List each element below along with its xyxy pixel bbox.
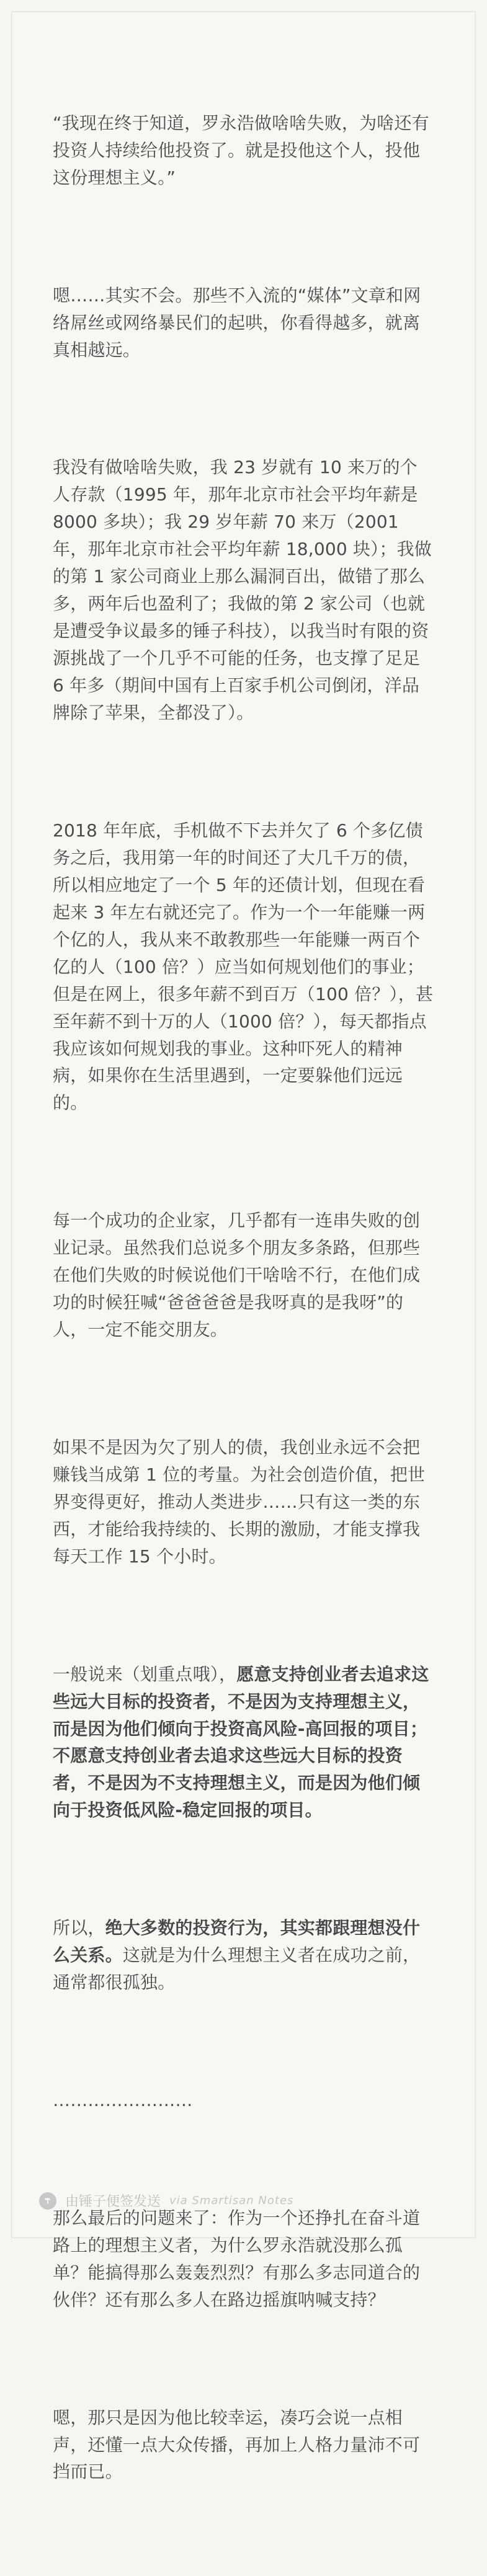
- paragraph-failure: 每一个成功的企业家，几乎都有一连串失败的创业记录。虽然我们总说多个朋友多条路，但那些在他们失败的时候说他们干啥啥不行，在他们成功的时候狂喊“爸爸爸爸是我呀真的是我呀”的人，一定不能交朋友。: [53, 1210, 421, 1340]
- footer-via: via Smartisan Notes: [169, 2194, 294, 2207]
- conclusion-tail: 这就是为什么理想主义者在成功之前，通常都很孤独。: [53, 1945, 421, 1993]
- section-divider: ……………………: [53, 2090, 193, 2110]
- paragraph-conclusion: [53, 1914, 434, 1996]
- note-footer: [39, 2191, 293, 2210]
- conclusion-bold: 绝大多数的投资行为，其实都跟理想没什么关系。: [53, 1918, 421, 1966]
- investors-bold: 愿意支持创业者去追求这些远大目标的投资者，不是因为支持理想主义，而是因为他们倾向于投资高风险-高回报的项目；不愿意支持创业者去追求这些远大目标的投资者，不是因为不支持理想主义，而是因为他们倾向于投资低风险-稳定回报的项目。: [53, 1663, 429, 1821]
- paragraph-motivation: 如果不是因为欠了别人的债，我创业永远不会把赚钱当成第 1 位的考量。为社会创造价值，把世界变得更好，推动人类进步……只有这一类的东西，才能给我持续的、长期的激励，才能支撑我每天工作 15 个小时。: [53, 1436, 426, 1567]
- conclusion-lead: 所以，: [53, 1918, 105, 1939]
- paragraph-quote: “我现在终于知道，罗永浩做啥啥失败，为啥还有投资人持续给他投资了。就是投他这个人，投他这份理想主义。”: [53, 112, 429, 188]
- paragraph-debt: 2018 年年底，手机做不下去并欠了 6 个多亿债务之后，我用第一年的时间还了大几千万的债，所以相应地定了一个 5 年的还债计划，但现在看起来 3 年左右就还完了。作为一个一年能赚一两个亿的人，我从来不敢教那些一年能赚一两百个亿的人（100 倍？）应当如何规划他们的事业；但是在网上，很多年薪不到百万（100 倍？），甚至年薪不到十万的人（1000 倍？），每天都指点我应该如何规划我的事业。这种吓死人的精神病，如果你在生活里遇到，一定要躲他们远远的。: [53, 820, 434, 1113]
- paragraph-question: 那么最后的问题来了：作为一个还挣扎在奋斗道路上的理想主义者，为什么罗永浩就没那么孤单？能搞得那么轰轰烈烈？有那么多志同道合的伙伴？还有那么多人在路边摇旗呐喊支持？: [53, 2207, 421, 2310]
- investors-lead: 一般说来（划重点哦），: [53, 1663, 237, 1684]
- paragraph-response: 嗯……其实不会。那些不入流的“媒体”文章和网络屌丝或网络暴民们的起哄，你看得越多，就离真相越远。: [53, 285, 421, 360]
- hammer-icon: [39, 2192, 56, 2210]
- paragraph-career: 我没有做啥啥失败，我 23 岁就有 10 来万的个人存款（1995 年，那年北京市社会平均年薪是 8000 多块）；我 29 岁年薪 70 来万（2001 年，那年北京市社会平均年薪 18,000 块）；我做的第 1 家公司商业上那么漏洞百出，做错了那么多，两年后也盈利了；我做的第 2 家公司（也就是遭受争议最多的锤子科技），以我当时有限的资源挑战了一个几乎不可能的任务，也支撑了足足 6 年多（期间中国有上百家手机公司倒闭，洋品牌除了苹果，全都没了）。: [53, 457, 432, 724]
- paragraph-investors: [53, 1661, 434, 1825]
- note-card: [11, 11, 476, 2482]
- paragraph-final: 嗯，那只是因为他比较幸运，凑巧会说一点相声，还懂一点大众传播，再加上人格力量沛不可挡而已。: [53, 2407, 421, 2482]
- footer-source: 由锤子便签发送: [65, 2194, 161, 2210]
